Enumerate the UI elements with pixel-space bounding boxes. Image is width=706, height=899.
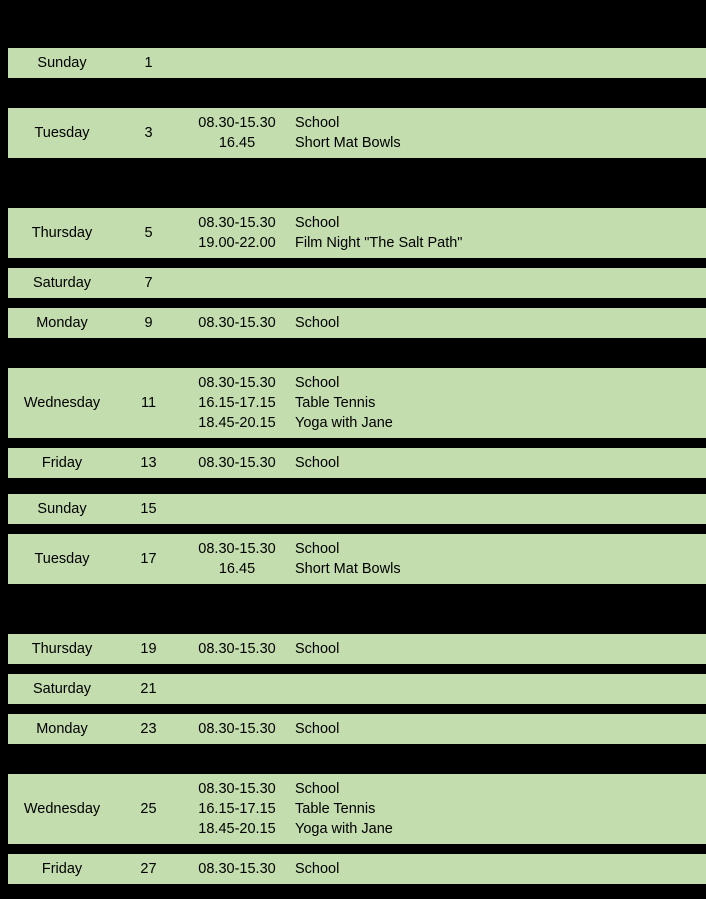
day-name: Monday [36,315,88,331]
event-time: 08.30-15.30 [198,315,276,331]
day-name: Monday [36,721,88,737]
calendar-row [8,714,706,744]
day-number: 11 [140,395,157,411]
event-time: 18.45-20.15 [198,415,276,431]
event-time: 16.45 [218,135,256,151]
event-description: School [295,641,340,657]
events-cell [181,213,706,253]
event-time: 08.30-15.30 [198,781,276,797]
day-name: Friday [41,455,83,471]
event-line [183,639,706,659]
events-cell [181,539,706,579]
event-description: Short Mat Bowls [295,561,401,577]
event-description: Yoga with Jane [295,415,393,431]
event-time: 16.15-17.15 [198,395,276,411]
calendar-row [8,494,706,524]
day-name: Thursday [31,641,93,657]
event-line [183,779,706,799]
event-time: 08.30-15.30 [198,115,276,131]
event-line [183,859,706,879]
day-name: Tuesday [34,125,90,141]
day-name: Friday [41,861,83,877]
day-number: 17 [140,551,157,567]
calendar-row [8,854,706,884]
calendar-row [8,674,706,704]
calendar-row [8,774,706,844]
event-description: School [295,781,340,797]
day-name: Wednesday [23,395,101,411]
day-number: 15 [140,501,157,517]
day-name: Sunday [37,55,87,71]
day-number: 19 [140,641,157,657]
day-number: 5 [144,225,153,241]
event-line [183,393,706,413]
calendar-row [8,634,706,664]
day-number: 13 [140,455,157,471]
events-cell [181,719,706,739]
event-line [183,819,706,839]
events-cell [181,639,706,659]
day-name: Saturday [32,681,92,697]
day-number: 7 [144,275,153,291]
events-cell [181,779,706,839]
event-time: 18.45-20.15 [198,821,276,837]
event-description: School [295,315,340,331]
event-description: School [295,375,340,391]
event-description: School [295,861,340,877]
day-name: Wednesday [23,801,101,817]
event-description: School [295,541,340,557]
event-line [183,373,706,393]
day-name: Thursday [31,225,93,241]
event-line [183,453,706,473]
event-time: 19.00-22.00 [198,235,276,251]
event-time: 16.45 [218,561,256,577]
event-description: School [295,455,340,471]
day-name: Saturday [32,275,92,291]
event-description: Film Night "The Salt Path" [295,235,463,251]
calendar-row [8,268,706,298]
event-line [183,799,706,819]
day-number: 3 [144,125,153,141]
event-description: Yoga with Jane [295,821,393,837]
event-line [183,133,706,153]
day-number: 9 [144,315,153,331]
event-time: 08.30-15.30 [198,541,276,557]
event-description: Table Tennis [295,801,376,817]
calendar-row [8,534,706,584]
event-description: School [295,215,340,231]
events-cell [181,373,706,433]
event-time: 08.30-15.30 [198,641,276,657]
event-description: Table Tennis [295,395,376,411]
day-number: 1 [144,55,153,71]
calendar-row [8,448,706,478]
event-line [183,313,706,333]
event-line [183,233,706,253]
calendar-row [8,108,706,158]
event-time: 08.30-15.30 [198,375,276,391]
event-time: 08.30-15.30 [198,215,276,231]
event-description: School [295,721,340,737]
event-line [183,539,706,559]
day-number: 27 [140,861,157,877]
calendar-row [8,48,706,78]
day-number: 25 [140,801,157,817]
event-line [183,213,706,233]
event-time: 08.30-15.30 [198,455,276,471]
events-cell [181,113,706,153]
calendar-row [8,308,706,338]
event-line [183,413,706,433]
day-number: 23 [140,721,157,737]
day-name: Sunday [37,501,87,517]
event-description: School [295,115,340,131]
event-line [183,719,706,739]
calendar-row [8,368,706,438]
events-cell [181,313,706,333]
event-line [183,113,706,133]
events-cell [181,453,706,473]
calendar-row [8,208,706,258]
event-time: 08.30-15.30 [198,721,276,737]
events-cell [181,859,706,879]
event-description: Short Mat Bowls [295,135,401,151]
event-time: 16.15-17.15 [198,801,276,817]
day-name: Tuesday [34,551,90,567]
day-number: 21 [140,681,157,697]
event-time: 08.30-15.30 [198,861,276,877]
event-line [183,559,706,579]
